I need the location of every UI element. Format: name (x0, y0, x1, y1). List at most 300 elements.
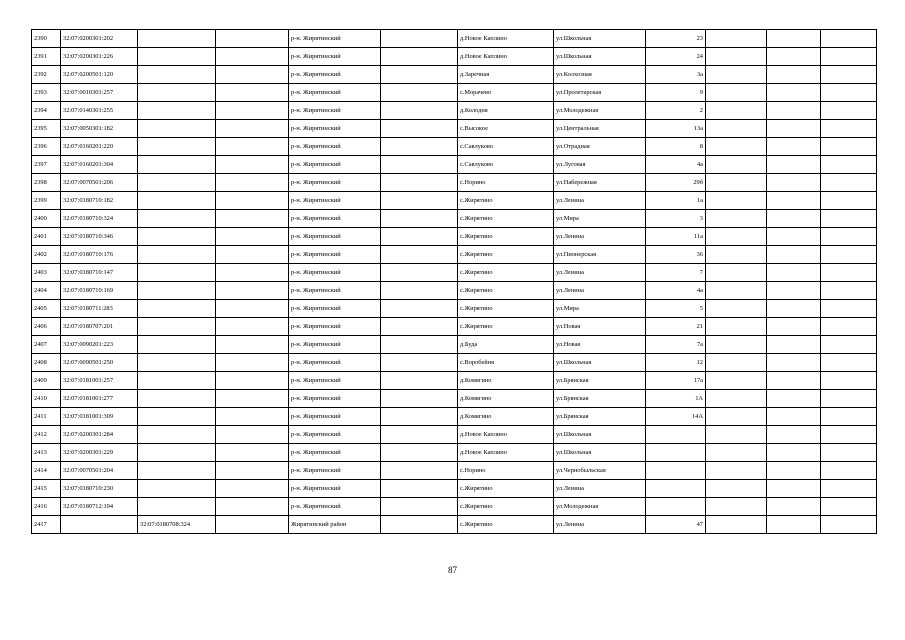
cell-street: ул.Ленина (554, 282, 646, 300)
cell-house: 7 (646, 264, 706, 282)
cell-empty (767, 408, 821, 426)
cell-number: 2408 (32, 354, 61, 372)
cell-cadastral-alt (138, 102, 216, 120)
cell-house: 4а (646, 282, 706, 300)
cell-empty (381, 372, 458, 390)
cell-settlement: с.Савлуково (458, 138, 554, 156)
cell-number: 2410 (32, 390, 61, 408)
cell-empty (381, 120, 458, 138)
table-row (32, 246, 877, 264)
cell-street: ул.Школьная (554, 48, 646, 66)
cell-district: р-н. Жирятинский (289, 264, 381, 282)
cell-number: 2414 (32, 462, 61, 480)
cell-empty (821, 318, 877, 336)
cell-empty (381, 462, 458, 480)
cell-empty (706, 354, 767, 372)
cell-cadastral: 32:07:0200301:229 (61, 444, 138, 462)
cell-number: 2394 (32, 102, 61, 120)
cell-empty (381, 336, 458, 354)
cell-district: р-н. Жирятинский (289, 354, 381, 372)
table-row (32, 156, 877, 174)
cell-house: 11а (646, 228, 706, 246)
cell-street: ул.Мира (554, 300, 646, 318)
cell-number: 2404 (32, 282, 61, 300)
cell-number: 2409 (32, 372, 61, 390)
cell-empty (767, 66, 821, 84)
cell-empty (216, 480, 289, 498)
cell-number: 2416 (32, 498, 61, 516)
cell-street: ул.Молодежная (554, 498, 646, 516)
cell-empty (381, 408, 458, 426)
cell-street: ул.Школьная (554, 426, 646, 444)
cell-district: р-н. Жирятинский (289, 282, 381, 300)
cell-empty (767, 336, 821, 354)
cell-empty (381, 174, 458, 192)
cell-street: ул.Ленина (554, 228, 646, 246)
cell-street: ул.Ленина (554, 192, 646, 210)
cell-empty (767, 282, 821, 300)
cell-settlement: д.Комягино (458, 408, 554, 426)
cell-empty (706, 498, 767, 516)
cell-cadastral: 32:07:0180710:147 (61, 264, 138, 282)
cell-cadastral-alt: 32:07:0180708:324 (138, 516, 216, 534)
table-row (32, 30, 877, 48)
cell-settlement: с.Жирятино (458, 246, 554, 264)
table-row (32, 102, 877, 120)
cell-empty (767, 372, 821, 390)
cell-cadastral: 32:07:0180710:169 (61, 282, 138, 300)
cell-street: ул.Ленина (554, 480, 646, 498)
cell-cadastral-alt (138, 120, 216, 138)
table-row (32, 210, 877, 228)
cell-empty (381, 426, 458, 444)
cell-cadastral: 32:07:0140301:255 (61, 102, 138, 120)
cell-cadastral-alt (138, 264, 216, 282)
cell-empty (706, 246, 767, 264)
cell-empty (767, 156, 821, 174)
cell-cadastral: 32:07:0010301:257 (61, 84, 138, 102)
cell-cadastral-alt (138, 156, 216, 174)
cell-empty (706, 372, 767, 390)
cell-settlement: д.Колодня (458, 102, 554, 120)
cell-settlement: с.Высокое (458, 120, 554, 138)
cell-street: ул.Школьная (554, 354, 646, 372)
cell-cadastral-alt (138, 228, 216, 246)
cell-district: р-н. Жирятинский (289, 498, 381, 516)
cell-house (646, 498, 706, 516)
cell-settlement: д.Комягино (458, 372, 554, 390)
cell-empty (767, 516, 821, 534)
cell-cadastral-alt (138, 138, 216, 156)
cell-house: 36 (646, 246, 706, 264)
table-row (32, 228, 877, 246)
cell-empty (767, 30, 821, 48)
cell-empty (216, 210, 289, 228)
cell-empty (706, 174, 767, 192)
cell-empty (821, 84, 877, 102)
cell-empty (767, 48, 821, 66)
cell-district: р-н. Жирятинский (289, 174, 381, 192)
cell-empty (216, 192, 289, 210)
cell-settlement: с.Жирятино (458, 480, 554, 498)
cell-empty (216, 246, 289, 264)
cell-district: р-н. Жирятинский (289, 66, 381, 84)
cell-cadastral: 32:07:0180712:194 (61, 498, 138, 516)
cell-house (646, 480, 706, 498)
cell-number: 2390 (32, 30, 61, 48)
cell-empty (706, 102, 767, 120)
cell-street: ул.Школьная (554, 30, 646, 48)
cell-cadastral (61, 516, 138, 534)
cell-empty (821, 102, 877, 120)
cell-empty (381, 300, 458, 318)
cell-empty (706, 408, 767, 426)
table-row (32, 264, 877, 282)
cell-cadastral: 32:07:0200501:120 (61, 66, 138, 84)
cell-number: 2413 (32, 444, 61, 462)
cell-empty (381, 192, 458, 210)
cell-empty (821, 390, 877, 408)
table-row (32, 174, 877, 192)
cell-cadastral-alt (138, 48, 216, 66)
page-number: 87 (448, 565, 457, 575)
cell-house: 3а (646, 66, 706, 84)
cell-empty (821, 156, 877, 174)
cell-empty (216, 174, 289, 192)
cell-empty (381, 480, 458, 498)
table-row (32, 426, 877, 444)
cell-settlement: д.Новое Каплино (458, 48, 554, 66)
cell-number: 2399 (32, 192, 61, 210)
cell-empty (706, 210, 767, 228)
cell-street: ул.Центральная (554, 120, 646, 138)
cell-settlement: с.Морачево (458, 84, 554, 102)
cell-empty (706, 426, 767, 444)
cell-empty (767, 120, 821, 138)
cell-house (646, 462, 706, 480)
cell-empty (767, 426, 821, 444)
cell-cadastral: 32:07:0180711:283 (61, 300, 138, 318)
cell-cadastral: 32:07:0090501:250 (61, 354, 138, 372)
cell-house: 13а (646, 120, 706, 138)
cell-empty (706, 336, 767, 354)
cell-number: 2396 (32, 138, 61, 156)
cell-empty (706, 264, 767, 282)
cell-district: р-н. Жирятинский (289, 444, 381, 462)
cell-cadastral-alt (138, 480, 216, 498)
cell-empty (821, 516, 877, 534)
cell-empty (821, 48, 877, 66)
cell-house: 4а (646, 156, 706, 174)
cell-number: 2412 (32, 426, 61, 444)
cell-district: р-н. Жирятинский (289, 84, 381, 102)
cell-empty (216, 372, 289, 390)
cell-district: р-н. Жирятинский (289, 300, 381, 318)
cell-settlement: с.Жирятино (458, 264, 554, 282)
cell-street: ул.Набережная (554, 174, 646, 192)
cell-empty (821, 480, 877, 498)
cell-house: 23 (646, 30, 706, 48)
cell-empty (216, 408, 289, 426)
cell-empty (216, 336, 289, 354)
cell-empty (821, 444, 877, 462)
table-row (32, 300, 877, 318)
cell-number: 2391 (32, 48, 61, 66)
cell-cadastral: 32:07:0200301:202 (61, 30, 138, 48)
cell-cadastral: 32:07:0181001:309 (61, 408, 138, 426)
cell-number: 2415 (32, 480, 61, 498)
cell-empty (216, 84, 289, 102)
table-row (32, 408, 877, 426)
cell-settlement: с.Жирятино (458, 282, 554, 300)
cell-settlement: д.Новое Каплино (458, 444, 554, 462)
cell-empty (821, 462, 877, 480)
cell-empty (381, 30, 458, 48)
cell-empty (821, 372, 877, 390)
cell-district: р-н. Жирятинский (289, 336, 381, 354)
cell-settlement: с.Жирятино (458, 516, 554, 534)
cell-cadastral: 32:07:0070501:204 (61, 462, 138, 480)
cell-empty (706, 48, 767, 66)
cell-empty (706, 138, 767, 156)
table-row (32, 444, 877, 462)
cell-cadastral-alt (138, 84, 216, 102)
cell-cadastral-alt (138, 426, 216, 444)
cell-cadastral-alt (138, 336, 216, 354)
table-body (32, 30, 877, 534)
cell-street: ул.Пролетарская (554, 84, 646, 102)
cell-street: ул.Ленина (554, 264, 646, 282)
cell-empty (381, 318, 458, 336)
cell-empty (821, 192, 877, 210)
cell-settlement: д.Комягино (458, 390, 554, 408)
cell-empty (821, 408, 877, 426)
cell-empty (381, 282, 458, 300)
cell-cadastral-alt (138, 444, 216, 462)
cell-empty (706, 300, 767, 318)
cell-district: р-н. Жирятинский (289, 228, 381, 246)
cell-empty (706, 84, 767, 102)
cell-empty (216, 66, 289, 84)
cell-empty (381, 210, 458, 228)
cell-empty (767, 210, 821, 228)
cell-district: р-н. Жирятинский (289, 210, 381, 228)
cell-cadastral-alt (138, 66, 216, 84)
cell-empty (821, 282, 877, 300)
cell-empty (821, 264, 877, 282)
cell-district: р-н. Жирятинский (289, 480, 381, 498)
cell-empty (381, 138, 458, 156)
cell-empty (821, 174, 877, 192)
cell-empty (767, 462, 821, 480)
cell-empty (706, 516, 767, 534)
cell-empty (381, 516, 458, 534)
cell-district: р-н. Жирятинский (289, 138, 381, 156)
cell-settlement: д.Буда (458, 336, 554, 354)
cell-cadastral-alt (138, 498, 216, 516)
cell-number: 2401 (32, 228, 61, 246)
cell-street: ул.Колхозная (554, 66, 646, 84)
cell-district: Жирятинский район (289, 516, 381, 534)
cell-empty (216, 444, 289, 462)
cell-empty (767, 84, 821, 102)
cell-empty (381, 66, 458, 84)
cell-settlement: д.Новое Каплино (458, 426, 554, 444)
cell-empty (216, 156, 289, 174)
cell-empty (216, 354, 289, 372)
cell-empty (821, 30, 877, 48)
cell-district: р-н. Жирятинский (289, 48, 381, 66)
cell-number: 2393 (32, 84, 61, 102)
cell-empty (767, 264, 821, 282)
cell-street: ул.Брянская (554, 372, 646, 390)
cell-house: 9 (646, 84, 706, 102)
cell-house: 1а (646, 192, 706, 210)
cell-cadastral-alt (138, 318, 216, 336)
cell-cadastral: 32:07:0180710:346 (61, 228, 138, 246)
cell-house: 17а (646, 372, 706, 390)
cell-cadastral: 32:07:0200301:284 (61, 426, 138, 444)
table-row (32, 48, 877, 66)
cell-cadastral: 32:07:0090201:223 (61, 336, 138, 354)
cell-house: 47 (646, 516, 706, 534)
cell-street: ул.Пионерская (554, 246, 646, 264)
cell-empty (381, 354, 458, 372)
cell-empty (706, 480, 767, 498)
cell-number: 2397 (32, 156, 61, 174)
cell-house: 1А (646, 390, 706, 408)
cell-cadastral-alt (138, 300, 216, 318)
cell-settlement: д.Заречная (458, 66, 554, 84)
cell-settlement: с.Жирятино (458, 498, 554, 516)
cell-empty (767, 102, 821, 120)
table-row (32, 84, 877, 102)
cell-cadastral: 32:07:0181001:277 (61, 390, 138, 408)
cell-empty (821, 354, 877, 372)
cell-empty (767, 228, 821, 246)
table-row (32, 336, 877, 354)
cell-empty (381, 264, 458, 282)
cell-empty (821, 336, 877, 354)
cell-street: ул.Школьная (554, 444, 646, 462)
table-row (32, 480, 877, 498)
cell-empty (767, 498, 821, 516)
cell-cadastral-alt (138, 30, 216, 48)
table-row (32, 390, 877, 408)
cell-empty (216, 390, 289, 408)
cell-number: 2406 (32, 318, 61, 336)
cell-empty (216, 138, 289, 156)
cell-settlement: с.Жирятино (458, 300, 554, 318)
cell-empty (706, 318, 767, 336)
cell-house: 29б (646, 174, 706, 192)
cell-empty (216, 264, 289, 282)
cell-street: ул.Мира (554, 210, 646, 228)
cell-cadastral: 32:07:0070501:206 (61, 174, 138, 192)
cell-empty (216, 30, 289, 48)
cell-empty (381, 444, 458, 462)
table-row (32, 462, 877, 480)
cell-cadastral: 32:07:0160201:304 (61, 156, 138, 174)
cell-cadastral-alt (138, 282, 216, 300)
cell-house: 14А (646, 408, 706, 426)
cell-number: 2395 (32, 120, 61, 138)
cell-cadastral: 32:07:0180707:201 (61, 318, 138, 336)
cell-number: 2407 (32, 336, 61, 354)
cell-empty (767, 174, 821, 192)
cell-empty (767, 318, 821, 336)
cell-settlement: с.Савлуково (458, 156, 554, 174)
cell-number: 2402 (32, 246, 61, 264)
cell-empty (216, 102, 289, 120)
cell-empty (381, 390, 458, 408)
cell-number: 2392 (32, 66, 61, 84)
cell-empty (216, 48, 289, 66)
cell-house: 3 (646, 210, 706, 228)
cell-settlement: с.Жирятино (458, 210, 554, 228)
cell-cadastral-alt (138, 354, 216, 372)
cell-settlement: с.Воробейня (458, 354, 554, 372)
cell-empty (216, 318, 289, 336)
cell-empty (821, 120, 877, 138)
cell-empty (821, 66, 877, 84)
cell-number: 2405 (32, 300, 61, 318)
cell-empty (216, 300, 289, 318)
cell-settlement: с.Жирятино (458, 192, 554, 210)
cell-district: р-н. Жирятинский (289, 372, 381, 390)
cell-number: 2417 (32, 516, 61, 534)
cell-empty (381, 498, 458, 516)
cell-cadastral-alt (138, 246, 216, 264)
cell-street: ул.Луговая (554, 156, 646, 174)
cell-house: 7а (646, 336, 706, 354)
cell-house: 5 (646, 300, 706, 318)
cell-cadastral: 32:07:0180710:176 (61, 246, 138, 264)
table-row (32, 372, 877, 390)
cell-street: ул.Отрадная (554, 138, 646, 156)
cell-empty (706, 390, 767, 408)
register-table (31, 29, 877, 534)
cell-cadastral-alt (138, 390, 216, 408)
cell-number: 2403 (32, 264, 61, 282)
cell-district: р-н. Жирятинский (289, 408, 381, 426)
cell-cadastral-alt (138, 408, 216, 426)
cell-empty (821, 138, 877, 156)
cell-street: ул.Чернобыльская (554, 462, 646, 480)
cell-cadastral-alt (138, 462, 216, 480)
cell-street: ул.Брянская (554, 390, 646, 408)
cell-empty (381, 228, 458, 246)
cell-district: р-н. Жирятинский (289, 390, 381, 408)
cell-cadastral-alt (138, 192, 216, 210)
cell-empty (216, 228, 289, 246)
cell-street: ул.Брянская (554, 408, 646, 426)
cell-empty (706, 156, 767, 174)
cell-empty (706, 282, 767, 300)
table-row (32, 120, 877, 138)
cell-number: 2398 (32, 174, 61, 192)
cell-district: р-н. Жирятинский (289, 156, 381, 174)
cell-empty (767, 192, 821, 210)
cell-empty (216, 120, 289, 138)
cell-district: р-н. Жирятинский (289, 246, 381, 264)
cell-empty (381, 156, 458, 174)
table-row (32, 516, 877, 534)
table-row (32, 318, 877, 336)
cell-empty (706, 228, 767, 246)
cell-street: ул.Молодежная (554, 102, 646, 120)
table-row (32, 498, 877, 516)
